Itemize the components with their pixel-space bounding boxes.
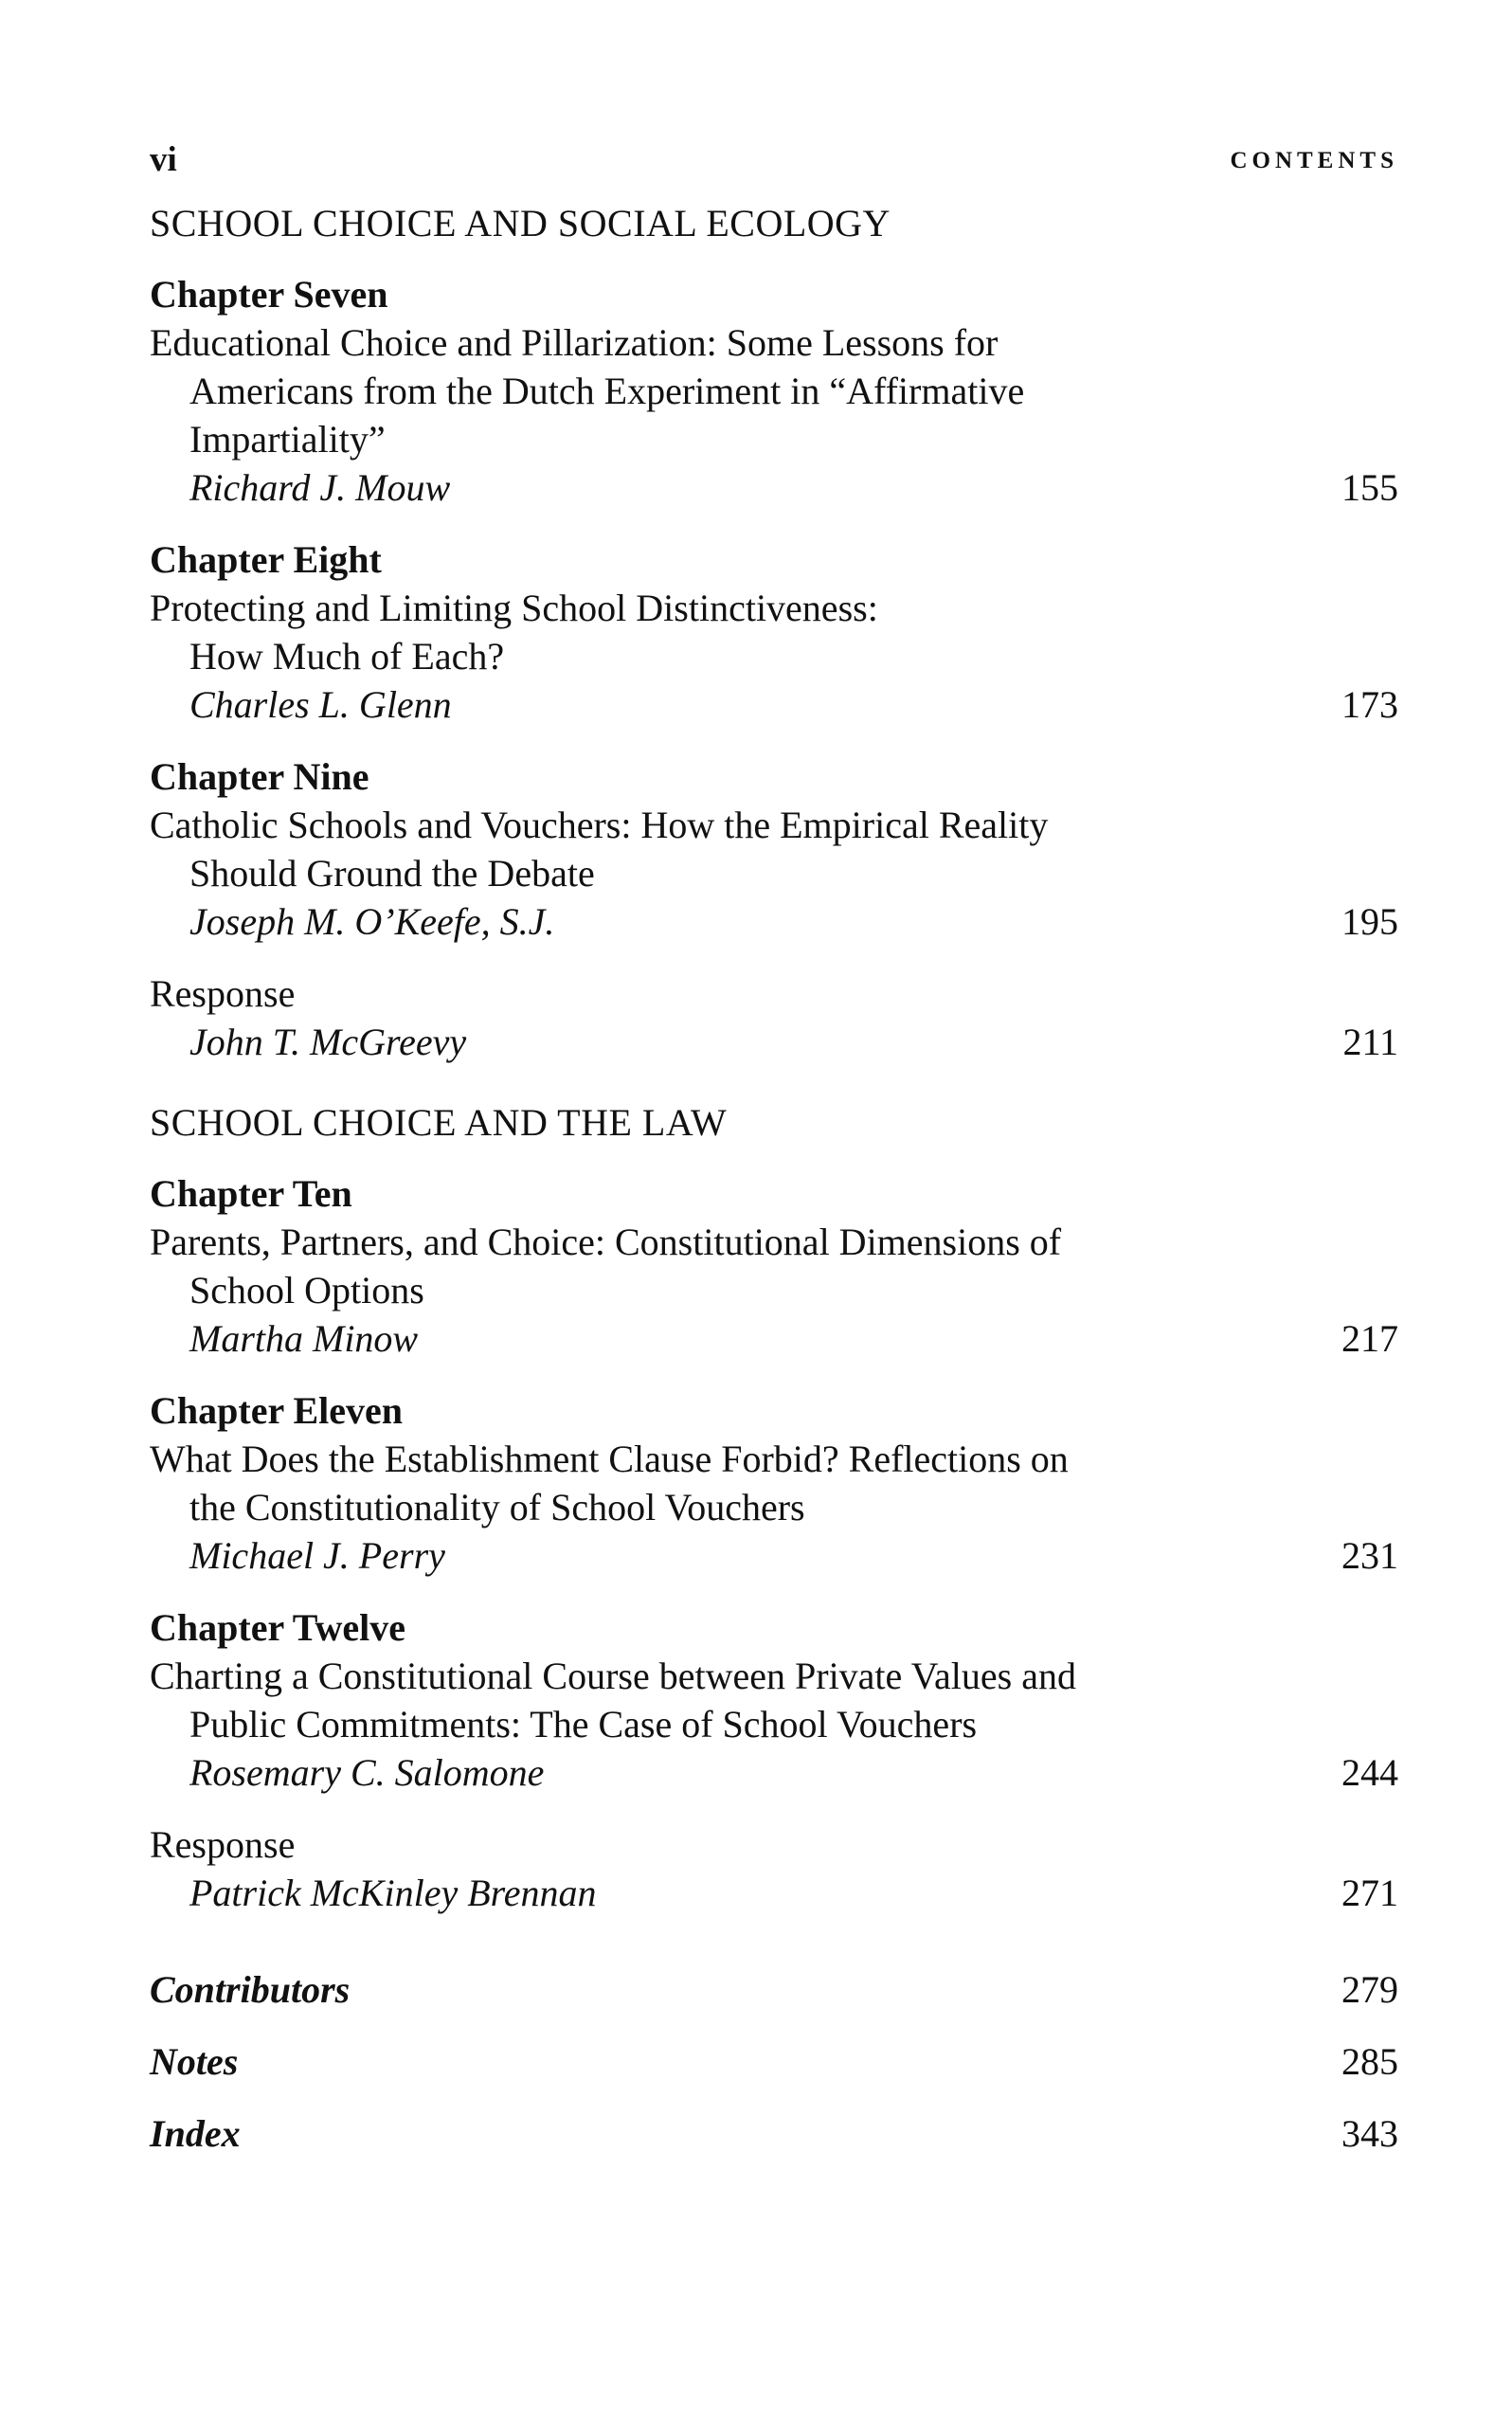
toc-entry-chapter-nine [150,752,1398,946]
chapter-label: Chapter Twelve [150,1606,405,1649]
author-row [150,1018,1398,1066]
chapter-title: Charting a Constitutional Course between Private Values and Public Commitments: The Case of School Vouchers [150,1655,1076,1746]
toc-entry-chapter-eight [150,535,1398,729]
toc-entry-chapter-seven [150,270,1398,512]
chapter-title: Protecting and Limiting School Distinctiveness: How Much of Each? [150,587,878,678]
section-title: SCHOOL CHOICE AND THE LAW [150,1101,728,1144]
response-author: Patrick McKinley Brennan [189,1872,597,1914]
author-row [150,1869,1398,1917]
toc-entry-index [150,2109,1398,2158]
author-row [150,463,1398,512]
chapter-label: Chapter Ten [150,1172,352,1215]
page-number: 285 [1341,2040,1398,2083]
chapter-title: Catholic Schools and Vouchers: How the Empirical Reality Should Ground the Debate [150,804,1049,895]
chapter-title: Educational Choice and Pillarization: Some Lessons for Americans from the Dutch Experiment in “Affirmative Impartiality” [150,321,1025,461]
toc-entry-contributors [150,1965,1398,2014]
toc-entry-chapter-eleven [150,1386,1398,1580]
toc-entry-chapter-ten [150,1169,1398,1363]
author-row [150,1314,1398,1363]
chapter-label: Chapter Nine [150,755,369,798]
back-matter-label: Contributors [150,1968,351,2011]
book-page [150,0,1398,2424]
back-matter-label: Index [150,2112,241,2155]
page-number: 211 [1342,1021,1398,1063]
toc-entry-response-1 [150,969,1398,1066]
chapter-label: Chapter Eight [150,538,382,581]
chapter-title: Parents, Partners, and Choice: Constitutional Dimensions of School Options [150,1221,1062,1311]
toc-entry-notes [150,2037,1398,2086]
toc-entry-chapter-twelve [150,1603,1398,1797]
author-row [150,897,1398,946]
running-title: CONTENTS [1230,148,1398,173]
page-number: 155 [1341,466,1398,509]
page-number: 231 [1341,1534,1398,1577]
page-number: 343 [1341,2112,1398,2155]
page-number: 195 [1341,900,1398,943]
page-number: 279 [1341,1968,1398,2011]
page-number: 244 [1341,1751,1398,1794]
toc-entry-response-2 [150,1820,1398,1917]
author-row [150,680,1398,729]
chapter-author: Rosemary C. Salomone [189,1751,545,1794]
chapter-author: Michael J. Perry [189,1534,445,1577]
section-title: SCHOOL CHOICE AND SOCIAL ECOLOGY [150,202,891,244]
page-folio: vi [150,140,177,179]
table-of-contents [150,199,1398,2181]
chapter-label: Chapter Seven [150,273,388,316]
chapter-title: What Does the Establishment Clause Forbid? Reflections on the Constitutionality of School Vouchers [150,1438,1069,1529]
page-number: 217 [1341,1317,1398,1360]
chapter-author: Richard J. Mouw [189,466,451,509]
response-label: Response [150,972,296,1015]
page-number: 271 [1341,1872,1398,1914]
page-number: 173 [1341,683,1398,726]
chapter-author: Martha Minow [189,1317,419,1360]
response-author: John T. McGreevy [189,1021,467,1063]
running-head [150,136,1398,184]
chapter-author: Charles L. Glenn [189,683,452,726]
chapter-label: Chapter Eleven [150,1389,404,1432]
author-row [150,1748,1398,1797]
chapter-author: Joseph M. O’Keefe, S.J. [189,900,555,943]
back-matter-label: Notes [150,2040,239,2083]
author-row [150,1531,1398,1580]
response-label: Response [150,1823,296,1866]
